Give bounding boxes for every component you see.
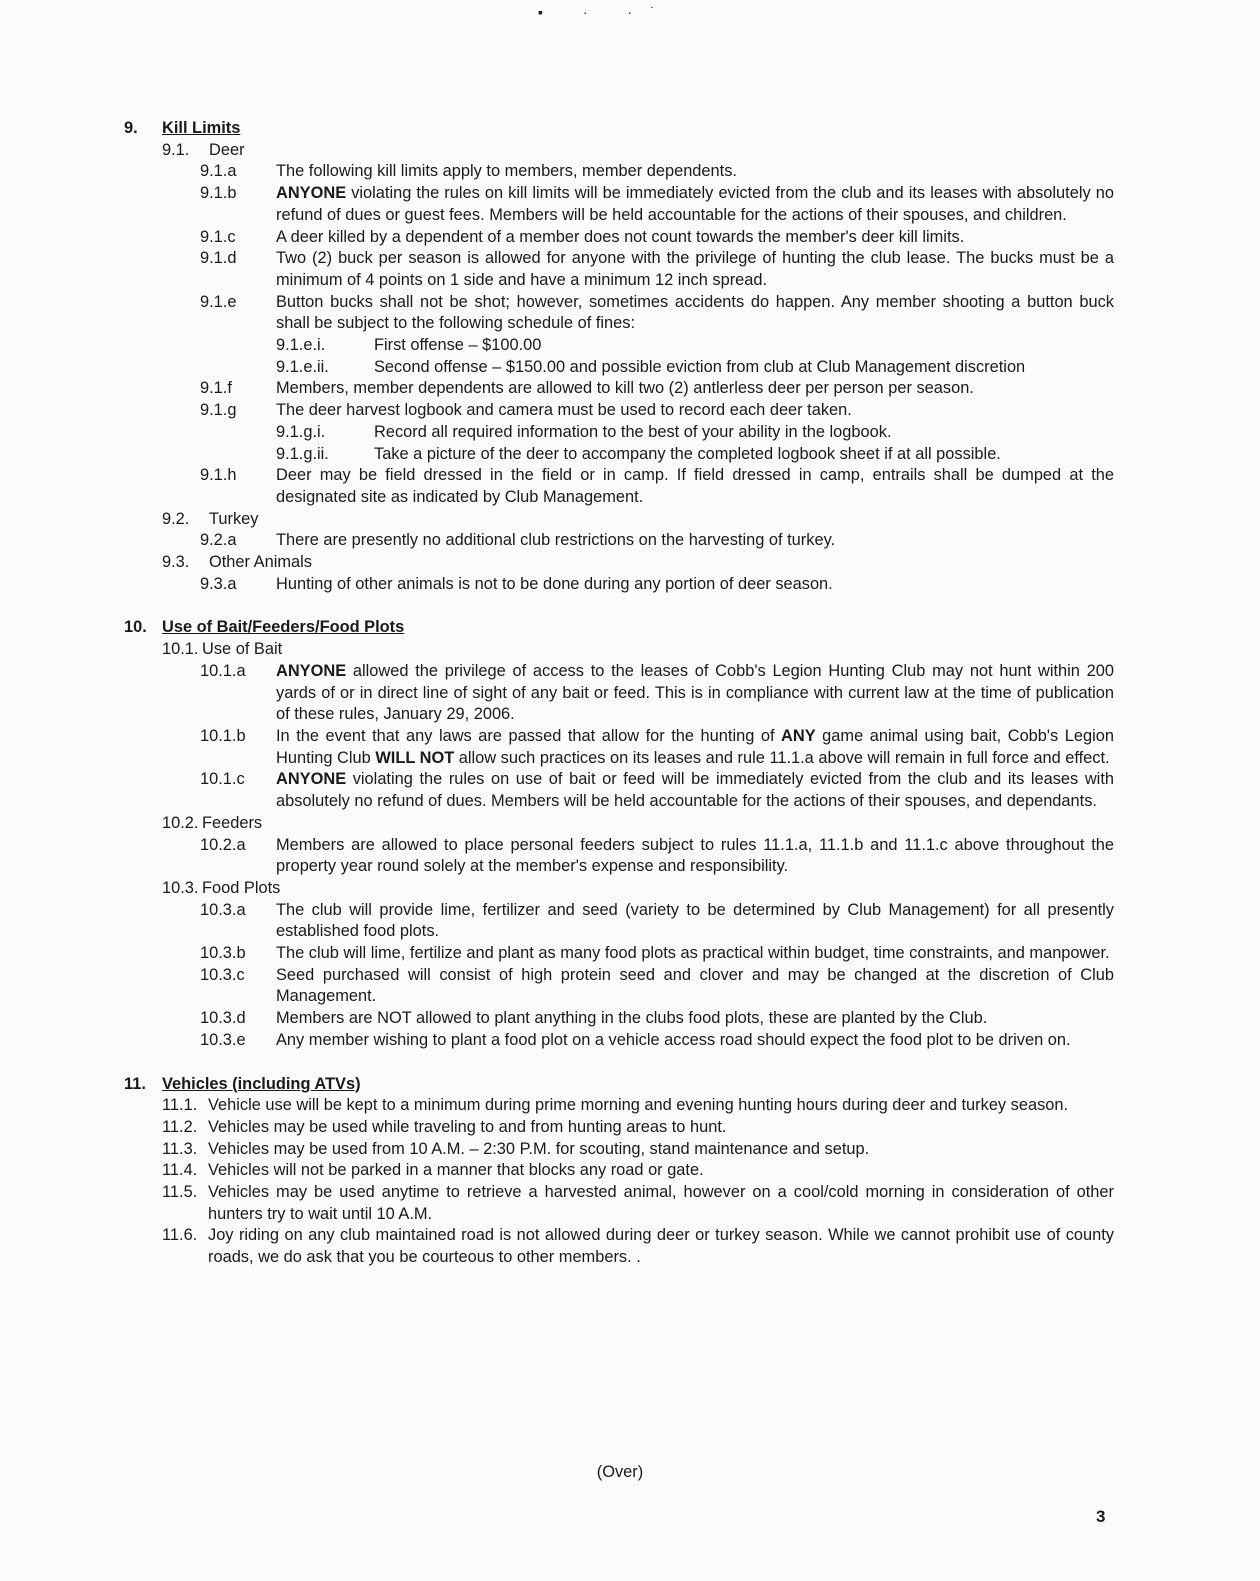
rule-item: 9.3.a Hunting of other animals is not to be done during any portion of deer season. [200, 574, 833, 593]
subsection-use-of-bait: 10.1. Use of Bait [162, 640, 283, 659]
subsection-feeders: 10.2. Feeders [162, 813, 263, 832]
section-kill-limits [124, 118, 1114, 595]
section-title: Vehicles (including ATVs) [162, 1074, 361, 1093]
section-vehicles [124, 1074, 1114, 1269]
over-note: (Over) [596, 1463, 644, 1481]
section-number: 11. [124, 1074, 146, 1093]
rule-item: 9.1.h Deer may be field dressed in the field or in camp. If field dressed in camp, entrails shall be dumped at the designated site as indicated by Club Management. [200, 466, 1114, 506]
rule-item: 10.1.c ANYONE violating the rules on use of bait or feed will be immediately evicted from the club and its leases with absolutely no refund of dues. Members will be held accountable for the actions of their spouses, and dependants. [200, 770, 1114, 811]
fine-item: 9.1.e.i. First offense – $100.00 [276, 336, 542, 355]
section-number: 10. [124, 618, 147, 637]
rule-item: 9.1.c A deer killed by a dependent of a member does not count towards the member's deer kill limits. [200, 227, 965, 246]
rule-item: 10.3.d Members are NOT allowed to plant anything in the clubs food plots, these are planted by the Club. [200, 1009, 988, 1028]
rule-item: 10.3.c Seed purchased will consist of high protein seed and clover and may be changed at the discretion of Club Management. [200, 965, 1114, 1006]
rule-item: 10.1.a ANYONE allowed the privilege of access to the leases of Cobb's Legion Hunting Club may not hunt within 200 yards of or in direct line of sight of any bait or feed. This is in compliance with current law at the time of publication of these rules, January 29, 2006. [200, 661, 1114, 724]
vehicle-rule: 11.3. Vehicles may be used from 10 A.M. – 2:30 P.M. for scouting, stand maintenance and setup. [162, 1139, 870, 1158]
vehicle-rule: 11.4. Vehicles will not be parked in a manner that blocks any road or gate. [162, 1161, 704, 1180]
vehicle-rule: 11.5. Vehicles may be used anytime to retrieve a harvested animal, however on a cool/cold morning in consideration of other hunters try to wait until 10 A.M. [162, 1183, 1114, 1223]
rule-item: 10.3.b The club will lime, fertilize and plant as many food plots as practical within budget, time constraints, and manpower. [200, 944, 1110, 963]
rule-item: 9.1.e Button bucks shall not be shot; however, sometimes accidents do happen. Any member shooting a button buck shall be subject to the following schedule of fines: [200, 292, 1114, 333]
subsection-food-plots: 10.3. Food Plots [162, 878, 281, 897]
section-title: Use of Bait/Feeders/Food Plots [162, 618, 405, 637]
vehicle-rule: 11.1. Vehicle use will be kept to a minimum during prime morning and evening hunting hours during deer and turkey season. [162, 1096, 1069, 1115]
page-number: 3 [1096, 1507, 1106, 1526]
log-item: 9.1.g.i. Record all required information to the best of your ability in the logbook. [276, 422, 892, 441]
vehicle-rule: 11.2. Vehicles may be used while traveling to and from hunting areas to hunt. [162, 1117, 727, 1136]
rule-item: 9.1.f Members, member dependents are allowed to kill two (2) antlerless deer per person per season. [200, 379, 974, 398]
rule-item: 10.2.a Members are allowed to place personal feeders subject to rules 11.1.a, 11.1.b and 11.1.c above throughout the property year round solely at the member's expense and responsibility. [200, 835, 1114, 876]
subsection-other-animals: 9.3. Other Animals [162, 553, 312, 572]
rule-item: 10.1.b In the event that any laws are passed that allow for the hunting of ANY game animal using bait, Cobb's Legion Hunting Club WILL NOT allow such practices on its leases and rule 11.1.a above will remain in full force and effect. [200, 726, 1114, 767]
scan-mark: ▪ · ·˙ [538, 4, 673, 20]
rule-item: 9.1.b ANYONE violating the rules on kill limits will be immediately evicted from the club and its leases with absolutely no refund of dues or guest fees. Members will be held accountable for the actions of their spouses, and children. [200, 184, 1114, 224]
rule-item: 10.3.a The club will provide lime, fertilizer and seed (variety to be determined by Club Management) for all presently established food plots. [200, 900, 1114, 941]
rules-content [124, 118, 1114, 1269]
rule-item: 9.1.a The following kill limits apply to members, member dependents. [200, 162, 737, 181]
subsection-deer: 9.1. Deer [162, 140, 245, 159]
section-title: Kill Limits [162, 119, 241, 137]
section-bait-feeders-food-plots [124, 617, 1114, 1051]
rule-item: 10.3.e Any member wishing to plant a food plot on a vehicle access road should expect the food plot to be driven on. [200, 1030, 1071, 1049]
subsection-turkey: 9.2. Turkey [162, 509, 259, 528]
rule-item: 9.2.a There are presently no additional club restrictions on the harvesting of turkey. [200, 531, 836, 550]
rule-item: 9.1.d Two (2) buck per season is allowed for anyone with the privilege of hunting the club lease. The bucks must be a minimum of 4 points on 1 side and have a minimum 12 inch spread. [200, 249, 1114, 289]
fine-item: 9.1.e.ii. Second offense – $150.00 and possible eviction from club at Club Management discretion [276, 357, 1026, 376]
log-item: 9.1.g.ii. Take a picture of the deer to accompany the completed logbook sheet if at all possible. [276, 444, 1001, 463]
vehicle-rule: 11.6. Joy riding on any club maintained road is not allowed during deer or turkey season. While we cannot prohibit use of county roads, we do ask that you be courteous to other members. . [162, 1226, 1114, 1267]
section-number: 9. [124, 119, 138, 137]
rule-item: 9.1.g The deer harvest logbook and camera must be used to record each deer taken. [200, 401, 852, 420]
